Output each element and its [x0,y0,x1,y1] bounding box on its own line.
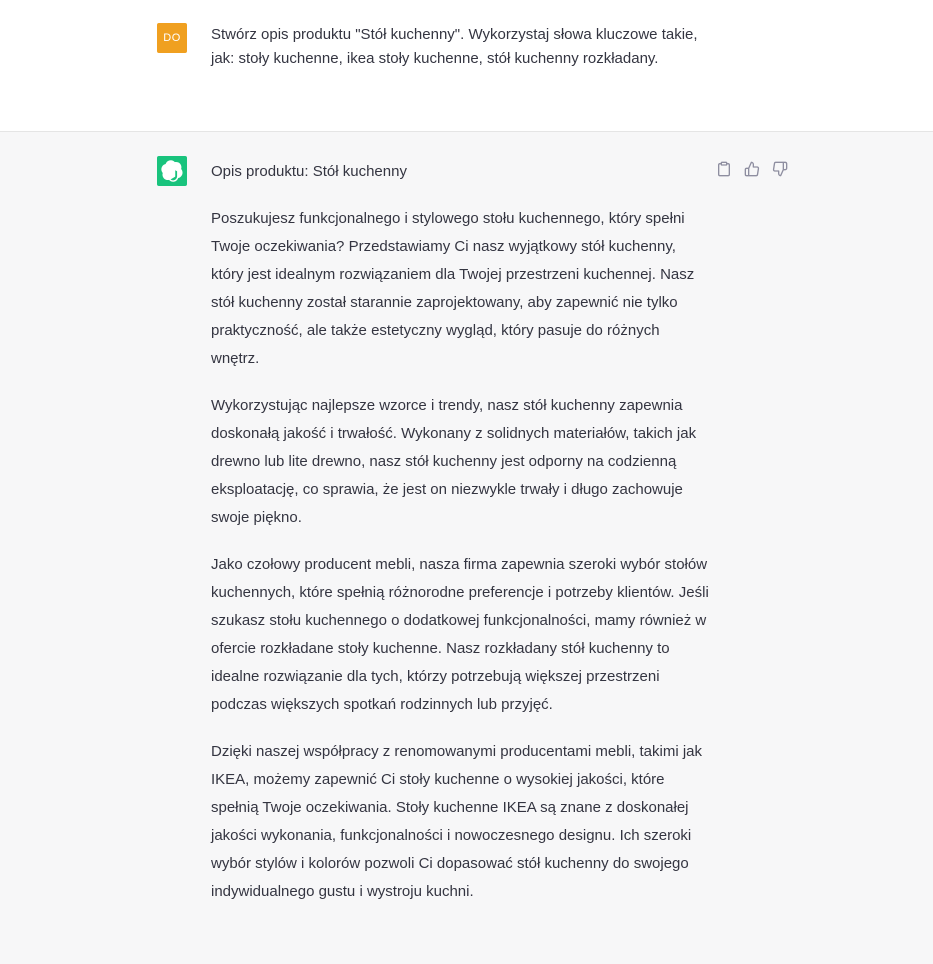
message-actions [715,159,795,179]
response-heading: Opis produktu: Stół kuchenny [211,163,407,180]
response-paragraph-4: Dzięki naszej współpracy z renomowanymi producentami mebli, takimi jak IKEA, możemy zapewnić Ci stoły kuchenne o wysokiej jakości, które spełnią Twoje oczekiwania. Stoły kuchenne IKEA są znane z doskonałej jakości wykonania, funkcjonalności i nowoczesnego designu. Ich szeroki wybór stylów i kolorów pozwoli Ci dopasować stół kuchenny do swojego indywidualnego gustu i wystroju kuchni. [211,743,703,900]
thumbs-down-button[interactable] [771,160,789,178]
assistant-avatar [157,156,187,186]
user-avatar [157,23,187,53]
thumbs-down-icon [772,161,788,177]
user-message-text: Stwórz opis produktu "Stół kuchenny". Wykorzystaj słowa kluczowe takie, jak: stoły kuchenne, ikea stoły kuchenne, stół kuchenny rozkładany. [211,26,698,67]
user-avatar-initials: DO [163,32,181,44]
copy-button[interactable] [715,160,733,178]
response-paragraph-3: Jako czołowy producent mebli, nasza firma zapewnia szeroki wybór stołów kuchennych, które spełnią różnorodne preferencje i potrzeby klientów. Jeśli szukasz stołu kuchennego o dodatkowej funkcjonalności, mamy również w ofercie rozkładane stoły kuchenne. Nasz rozkładany stół kuchenny to idealne rozwiązanie dla tych, którzy potrzebują większej przestrzeni podczas większych spotkań rodzinnych lub przyjęć. [211,556,709,713]
thumbs-up-button[interactable] [743,160,761,178]
response-paragraph-2: Wykorzystując najlepsze wzorce i trendy, nasz stół kuchenny zapewnia doskonałą jakość i trwałość. Wykonany z solidnych materiałów, takich jak drewno lub lite drewno, nasz stół kuchenny jest odporny na codzienną eksploatację, co sprawia, że jest on niezwykle trwały i długo zachowuje swoje piękno. [211,397,697,526]
response-paragraph-1: Poszukujesz funkcjonalnego i stylowego stołu kuchennego, który spełni Twoje oczekiwania? Przedstawiamy Ci nasz wyjątkowy stół kuchenny, który jest idealnym rozwiązaniem dla Twojej przestrzeni kuchennej. Nasz stół kuchenny został starannie zaprojektowany, aby zapewnić nie tylko praktyczność, ale także estetyczny wygląd, który pasuje do różnych wnętrz. [211,210,695,367]
thumbs-up-icon [744,161,760,177]
assistant-response [211,158,711,925]
openai-logo-icon [161,160,183,182]
assistant-message-row [0,132,933,964]
user-message-row [0,0,933,132]
clipboard-icon [716,161,732,177]
